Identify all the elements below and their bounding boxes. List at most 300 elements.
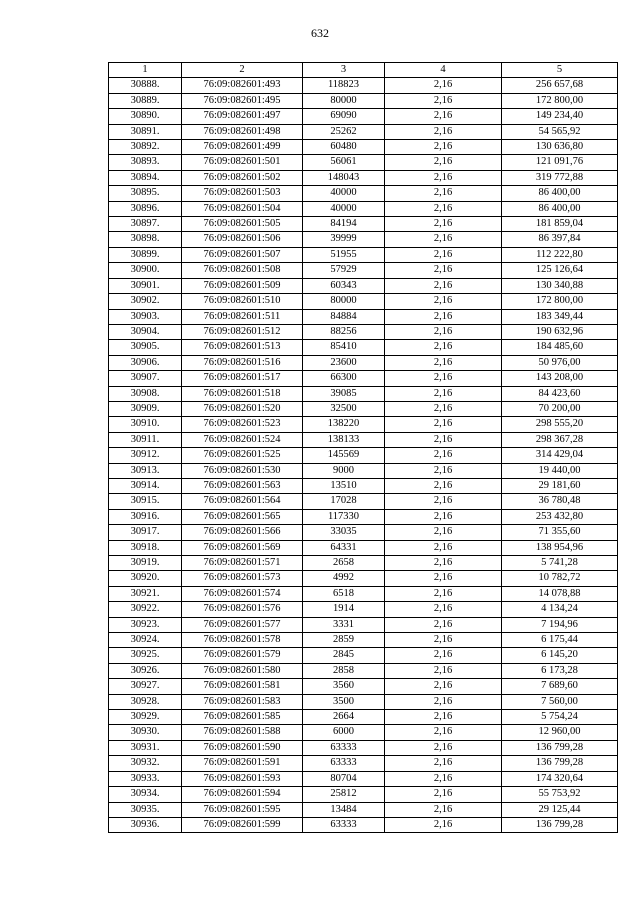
amount-cell: 298 367,28 — [502, 432, 618, 447]
rate-cell: 2,16 — [385, 648, 502, 663]
amount-cell: 19 440,00 — [502, 463, 618, 478]
row-number-cell: 30905. — [109, 340, 182, 355]
row-number-cell: 30899. — [109, 247, 182, 262]
row-number-cell: 30915. — [109, 494, 182, 509]
cadastral-number-cell: 76:09:082601:516 — [182, 355, 303, 370]
cadastral-number-cell: 76:09:082601:585 — [182, 710, 303, 725]
row-number-cell: 30921. — [109, 586, 182, 601]
cadastral-number-cell: 76:09:082601:580 — [182, 663, 303, 678]
amount-cell: 256 657,68 — [502, 78, 618, 93]
table-row — [109, 155, 618, 170]
table-row — [109, 633, 618, 648]
amount-cell: 138 954,96 — [502, 540, 618, 555]
rate-cell: 2,16 — [385, 232, 502, 247]
table-row — [109, 140, 618, 155]
row-number-cell: 30907. — [109, 371, 182, 386]
area-cell: 85410 — [303, 340, 385, 355]
rate-cell: 2,16 — [385, 340, 502, 355]
amount-cell: 6 145,20 — [502, 648, 618, 663]
cadastral-number-cell: 76:09:082601:510 — [182, 294, 303, 309]
rate-cell: 2,16 — [385, 756, 502, 771]
table-row — [109, 386, 618, 401]
amount-cell: 29 125,44 — [502, 802, 618, 817]
table-row — [109, 340, 618, 355]
row-number-cell: 30908. — [109, 386, 182, 401]
rate-cell: 2,16 — [385, 186, 502, 201]
cadastral-number-cell: 76:09:082601:508 — [182, 263, 303, 278]
row-number-cell: 30904. — [109, 324, 182, 339]
rate-cell: 2,16 — [385, 294, 502, 309]
cadastral-number-cell: 76:09:082601:511 — [182, 309, 303, 324]
row-number-cell: 30896. — [109, 201, 182, 216]
rate-cell: 2,16 — [385, 525, 502, 540]
column-header-3: 3 — [303, 63, 385, 78]
amount-cell: 314 429,04 — [502, 448, 618, 463]
rate-cell: 2,16 — [385, 802, 502, 817]
cadastral-number-cell: 76:09:082601:507 — [182, 247, 303, 262]
row-number-cell: 30912. — [109, 448, 182, 463]
table-row — [109, 78, 618, 93]
row-number-cell: 30931. — [109, 740, 182, 755]
area-cell: 117330 — [303, 509, 385, 524]
area-cell: 2664 — [303, 710, 385, 725]
cadastral-number-cell: 76:09:082601:591 — [182, 756, 303, 771]
rate-cell: 2,16 — [385, 432, 502, 447]
amount-cell: 136 799,28 — [502, 817, 618, 832]
rate-cell: 2,16 — [385, 309, 502, 324]
area-cell: 80704 — [303, 771, 385, 786]
table-row — [109, 371, 618, 386]
table-row — [109, 756, 618, 771]
area-cell: 33035 — [303, 525, 385, 540]
amount-cell: 125 126,64 — [502, 263, 618, 278]
table-row — [109, 787, 618, 802]
table-row — [109, 294, 618, 309]
rate-cell: 2,16 — [385, 278, 502, 293]
table-row — [109, 725, 618, 740]
cadastral-number-cell: 76:09:082601:576 — [182, 602, 303, 617]
table-row — [109, 448, 618, 463]
amount-cell: 130 340,88 — [502, 278, 618, 293]
rate-cell: 2,16 — [385, 478, 502, 493]
row-number-cell: 30936. — [109, 817, 182, 832]
amount-cell: 253 432,80 — [502, 509, 618, 524]
area-cell: 138133 — [303, 432, 385, 447]
cadastral-number-cell: 76:09:082601:573 — [182, 571, 303, 586]
area-cell: 9000 — [303, 463, 385, 478]
amount-cell: 7 689,60 — [502, 679, 618, 694]
row-number-cell: 30929. — [109, 710, 182, 725]
rate-cell: 2,16 — [385, 417, 502, 432]
amount-cell: 298 555,20 — [502, 417, 618, 432]
row-number-cell: 30897. — [109, 217, 182, 232]
amount-cell: 7 560,00 — [502, 694, 618, 709]
table-row — [109, 263, 618, 278]
amount-cell: 14 078,88 — [502, 586, 618, 601]
area-cell: 6000 — [303, 725, 385, 740]
rate-cell: 2,16 — [385, 78, 502, 93]
rate-cell: 2,16 — [385, 694, 502, 709]
cadastral-number-cell: 76:09:082601:525 — [182, 448, 303, 463]
cadastral-number-cell: 76:09:082601:524 — [182, 432, 303, 447]
table-row — [109, 617, 618, 632]
row-number-cell: 30906. — [109, 355, 182, 370]
row-number-cell: 30913. — [109, 463, 182, 478]
cadastral-number-cell: 76:09:082601:574 — [182, 586, 303, 601]
table-row — [109, 186, 618, 201]
amount-cell: 172 800,00 — [502, 294, 618, 309]
rate-cell: 2,16 — [385, 556, 502, 571]
cadastral-number-cell: 76:09:082601:563 — [182, 478, 303, 493]
area-cell: 13484 — [303, 802, 385, 817]
amount-cell: 121 091,76 — [502, 155, 618, 170]
cadastral-number-cell: 76:09:082601:513 — [182, 340, 303, 355]
rate-cell: 2,16 — [385, 710, 502, 725]
rate-cell: 2,16 — [385, 617, 502, 632]
rate-cell: 2,16 — [385, 401, 502, 416]
row-number-cell: 30917. — [109, 525, 182, 540]
amount-cell: 50 976,00 — [502, 355, 618, 370]
table-row — [109, 463, 618, 478]
cadastral-number-cell: 76:09:082601:495 — [182, 93, 303, 108]
rate-cell: 2,16 — [385, 155, 502, 170]
cadastral-number-cell: 76:09:082601:499 — [182, 140, 303, 155]
table-row — [109, 201, 618, 216]
table-row — [109, 309, 618, 324]
amount-cell: 143 208,00 — [502, 371, 618, 386]
rate-cell: 2,16 — [385, 571, 502, 586]
rate-cell: 2,16 — [385, 586, 502, 601]
table-row — [109, 817, 618, 832]
rate-cell: 2,16 — [385, 817, 502, 832]
table-row — [109, 109, 618, 124]
row-number-cell: 30895. — [109, 186, 182, 201]
rate-cell: 2,16 — [385, 247, 502, 262]
table-row — [109, 417, 618, 432]
rate-cell: 2,16 — [385, 93, 502, 108]
amount-cell: 10 782,72 — [502, 571, 618, 586]
area-cell: 60343 — [303, 278, 385, 293]
page-number: 632 — [311, 26, 329, 40]
table-row — [109, 663, 618, 678]
area-cell: 23600 — [303, 355, 385, 370]
area-cell: 3560 — [303, 679, 385, 694]
cadastral-number-cell: 76:09:082601:512 — [182, 324, 303, 339]
cadastral-number-cell: 76:09:082601:517 — [182, 371, 303, 386]
area-cell: 3331 — [303, 617, 385, 632]
cadastral-number-cell: 76:09:082601:577 — [182, 617, 303, 632]
table-row — [109, 740, 618, 755]
amount-cell: 172 800,00 — [502, 93, 618, 108]
area-cell: 39085 — [303, 386, 385, 401]
cadastral-number-cell: 76:09:082601:505 — [182, 217, 303, 232]
cadastral-number-cell: 76:09:082601:564 — [182, 494, 303, 509]
area-cell: 3500 — [303, 694, 385, 709]
cadastral-number-cell: 76:09:082601:579 — [182, 648, 303, 663]
area-cell: 40000 — [303, 186, 385, 201]
amount-cell: 29 181,60 — [502, 478, 618, 493]
amount-cell: 7 194,96 — [502, 617, 618, 632]
table-row — [109, 232, 618, 247]
table-row — [109, 494, 618, 509]
table-row — [109, 710, 618, 725]
table-row — [109, 571, 618, 586]
amount-cell: 136 799,28 — [502, 756, 618, 771]
table-row — [109, 509, 618, 524]
rate-cell: 2,16 — [385, 509, 502, 524]
area-cell: 80000 — [303, 294, 385, 309]
cadastral-number-cell: 76:09:082601:569 — [182, 540, 303, 555]
row-number-cell: 30927. — [109, 679, 182, 694]
area-cell: 39999 — [303, 232, 385, 247]
area-cell: 80000 — [303, 93, 385, 108]
amount-cell: 86 397,84 — [502, 232, 618, 247]
row-number-cell: 30890. — [109, 109, 182, 124]
row-number-cell: 30928. — [109, 694, 182, 709]
rate-cell: 2,16 — [385, 124, 502, 139]
rate-cell: 2,16 — [385, 540, 502, 555]
cadastral-number-cell: 76:09:082601:523 — [182, 417, 303, 432]
rate-cell: 2,16 — [385, 771, 502, 786]
cadastral-number-cell: 76:09:082601:498 — [182, 124, 303, 139]
cadastral-number-cell: 76:09:082601:594 — [182, 787, 303, 802]
amount-cell: 84 423,60 — [502, 386, 618, 401]
row-number-cell: 30902. — [109, 294, 182, 309]
rate-cell: 2,16 — [385, 740, 502, 755]
rate-cell: 2,16 — [385, 725, 502, 740]
rate-cell: 2,16 — [385, 386, 502, 401]
column-header-1: 1 — [109, 63, 182, 78]
amount-cell: 70 200,00 — [502, 401, 618, 416]
column-header-2: 2 — [182, 63, 303, 78]
amount-cell: 55 753,92 — [502, 787, 618, 802]
row-number-cell: 30910. — [109, 417, 182, 432]
rate-cell: 2,16 — [385, 170, 502, 185]
rate-cell: 2,16 — [385, 140, 502, 155]
area-cell: 118823 — [303, 78, 385, 93]
cadastral-number-cell: 76:09:082601:566 — [182, 525, 303, 540]
cadastral-number-cell: 76:09:082601:595 — [182, 802, 303, 817]
table-row — [109, 586, 618, 601]
column-header-4: 4 — [385, 63, 502, 78]
rate-cell: 2,16 — [385, 633, 502, 648]
amount-cell: 86 400,00 — [502, 201, 618, 216]
area-cell: 40000 — [303, 201, 385, 216]
rate-cell: 2,16 — [385, 663, 502, 678]
row-number-cell: 30892. — [109, 140, 182, 155]
amount-cell: 149 234,40 — [502, 109, 618, 124]
row-number-cell: 30934. — [109, 787, 182, 802]
cadastral-number-cell: 76:09:082601:581 — [182, 679, 303, 694]
row-number-cell: 30903. — [109, 309, 182, 324]
area-cell: 2658 — [303, 556, 385, 571]
area-cell: 2845 — [303, 648, 385, 663]
amount-cell: 12 960,00 — [502, 725, 618, 740]
row-number-cell: 30922. — [109, 602, 182, 617]
row-number-cell: 30901. — [109, 278, 182, 293]
rate-cell: 2,16 — [385, 355, 502, 370]
area-cell: 2859 — [303, 633, 385, 648]
area-cell: 56061 — [303, 155, 385, 170]
row-number-cell: 30898. — [109, 232, 182, 247]
area-cell: 64331 — [303, 540, 385, 555]
row-number-cell: 30893. — [109, 155, 182, 170]
table-header — [109, 63, 618, 78]
amount-cell: 319 772,88 — [502, 170, 618, 185]
amount-cell: 6 173,28 — [502, 663, 618, 678]
rate-cell: 2,16 — [385, 787, 502, 802]
area-cell: 25812 — [303, 787, 385, 802]
cadastral-number-cell: 76:09:082601:590 — [182, 740, 303, 755]
row-number-cell: 30911. — [109, 432, 182, 447]
cadastral-number-cell: 76:09:082601:503 — [182, 186, 303, 201]
table-row — [109, 771, 618, 786]
area-cell: 57929 — [303, 263, 385, 278]
table-row — [109, 694, 618, 709]
table-row — [109, 278, 618, 293]
area-cell: 63333 — [303, 817, 385, 832]
cadastral-number-cell: 76:09:082601:520 — [182, 401, 303, 416]
table-row — [109, 802, 618, 817]
amount-cell: 5 754,24 — [502, 710, 618, 725]
row-number-cell: 30894. — [109, 170, 182, 185]
amount-cell: 5 741,28 — [502, 556, 618, 571]
area-cell: 17028 — [303, 494, 385, 509]
row-number-cell: 30930. — [109, 725, 182, 740]
amount-cell: 190 632,96 — [502, 324, 618, 339]
area-cell: 6518 — [303, 586, 385, 601]
rate-cell: 2,16 — [385, 217, 502, 232]
area-cell: 25262 — [303, 124, 385, 139]
table-row — [109, 478, 618, 493]
table-row — [109, 679, 618, 694]
area-cell: 148043 — [303, 170, 385, 185]
amount-cell: 36 780,48 — [502, 494, 618, 509]
table-row — [109, 525, 618, 540]
cadastral-number-cell: 76:09:082601:530 — [182, 463, 303, 478]
row-number-cell: 30919. — [109, 556, 182, 571]
cadastral-number-cell: 76:09:082601:565 — [182, 509, 303, 524]
cadastral-number-cell: 76:09:082601:588 — [182, 725, 303, 740]
row-number-cell: 30923. — [109, 617, 182, 632]
amount-cell: 184 485,60 — [502, 340, 618, 355]
amount-cell: 54 565,92 — [502, 124, 618, 139]
amount-cell: 130 636,80 — [502, 140, 618, 155]
area-cell: 88256 — [303, 324, 385, 339]
cadastral-number-cell: 76:09:082601:497 — [182, 109, 303, 124]
table-row — [109, 170, 618, 185]
amount-cell: 181 859,04 — [502, 217, 618, 232]
area-cell: 138220 — [303, 417, 385, 432]
table-row — [109, 540, 618, 555]
amount-cell: 71 355,60 — [502, 525, 618, 540]
area-cell: 60480 — [303, 140, 385, 155]
cadastral-number-cell: 76:09:082601:593 — [182, 771, 303, 786]
cadastral-number-cell: 76:09:082601:583 — [182, 694, 303, 709]
amount-cell: 183 349,44 — [502, 309, 618, 324]
row-number-cell: 30933. — [109, 771, 182, 786]
area-cell: 63333 — [303, 756, 385, 771]
cadastral-number-cell: 76:09:082601:493 — [182, 78, 303, 93]
row-number-cell: 30891. — [109, 124, 182, 139]
area-cell: 84194 — [303, 217, 385, 232]
area-cell: 69090 — [303, 109, 385, 124]
area-cell: 66300 — [303, 371, 385, 386]
row-number-cell: 30920. — [109, 571, 182, 586]
area-cell: 2858 — [303, 663, 385, 678]
area-cell: 84884 — [303, 309, 385, 324]
row-number-cell: 30935. — [109, 802, 182, 817]
table-row — [109, 247, 618, 262]
row-number-cell: 30924. — [109, 633, 182, 648]
table-row — [109, 602, 618, 617]
table-row — [109, 355, 618, 370]
cadastral-number-cell: 76:09:082601:518 — [182, 386, 303, 401]
rate-cell: 2,16 — [385, 201, 502, 216]
row-number-cell: 30888. — [109, 78, 182, 93]
row-number-cell: 30900. — [109, 263, 182, 278]
table-row — [109, 124, 618, 139]
table-row — [109, 217, 618, 232]
row-number-cell: 30916. — [109, 509, 182, 524]
area-cell: 4992 — [303, 571, 385, 586]
row-number-cell: 30918. — [109, 540, 182, 555]
table-row — [109, 401, 618, 416]
area-cell: 63333 — [303, 740, 385, 755]
amount-cell: 86 400,00 — [502, 186, 618, 201]
rate-cell: 2,16 — [385, 109, 502, 124]
rate-cell: 2,16 — [385, 602, 502, 617]
cadastral-number-cell: 76:09:082601:502 — [182, 170, 303, 185]
row-number-cell: 30889. — [109, 93, 182, 108]
area-cell: 51955 — [303, 247, 385, 262]
amount-cell: 112 222,80 — [502, 247, 618, 262]
rate-cell: 2,16 — [385, 494, 502, 509]
table-row — [109, 556, 618, 571]
cadastral-number-cell: 76:09:082601:509 — [182, 278, 303, 293]
rate-cell: 2,16 — [385, 679, 502, 694]
row-number-cell: 30925. — [109, 648, 182, 663]
table-row — [109, 648, 618, 663]
column-header-5: 5 — [502, 63, 618, 78]
cadastral-number-cell: 76:09:082601:506 — [182, 232, 303, 247]
rate-cell: 2,16 — [385, 324, 502, 339]
table-row — [109, 432, 618, 447]
area-cell: 1914 — [303, 602, 385, 617]
rate-cell: 2,16 — [385, 371, 502, 386]
table-body — [109, 78, 618, 833]
area-cell: 13510 — [303, 478, 385, 493]
cadastral-number-cell: 76:09:082601:504 — [182, 201, 303, 216]
amount-cell: 136 799,28 — [502, 740, 618, 755]
area-cell: 32500 — [303, 401, 385, 416]
amount-cell: 4 134,24 — [502, 602, 618, 617]
row-number-cell: 30926. — [109, 663, 182, 678]
table-row — [109, 93, 618, 108]
cadastral-number-cell: 76:09:082601:599 — [182, 817, 303, 832]
row-number-cell: 30909. — [109, 401, 182, 416]
rate-cell: 2,16 — [385, 448, 502, 463]
rate-cell: 2,16 — [385, 463, 502, 478]
header-row — [109, 63, 618, 78]
table-row — [109, 324, 618, 339]
amount-cell: 174 320,64 — [502, 771, 618, 786]
cadastral-number-cell: 76:09:082601:578 — [182, 633, 303, 648]
amount-cell: 6 175,44 — [502, 633, 618, 648]
data-table — [108, 62, 618, 833]
rate-cell: 2,16 — [385, 263, 502, 278]
cadastral-number-cell: 76:09:082601:571 — [182, 556, 303, 571]
